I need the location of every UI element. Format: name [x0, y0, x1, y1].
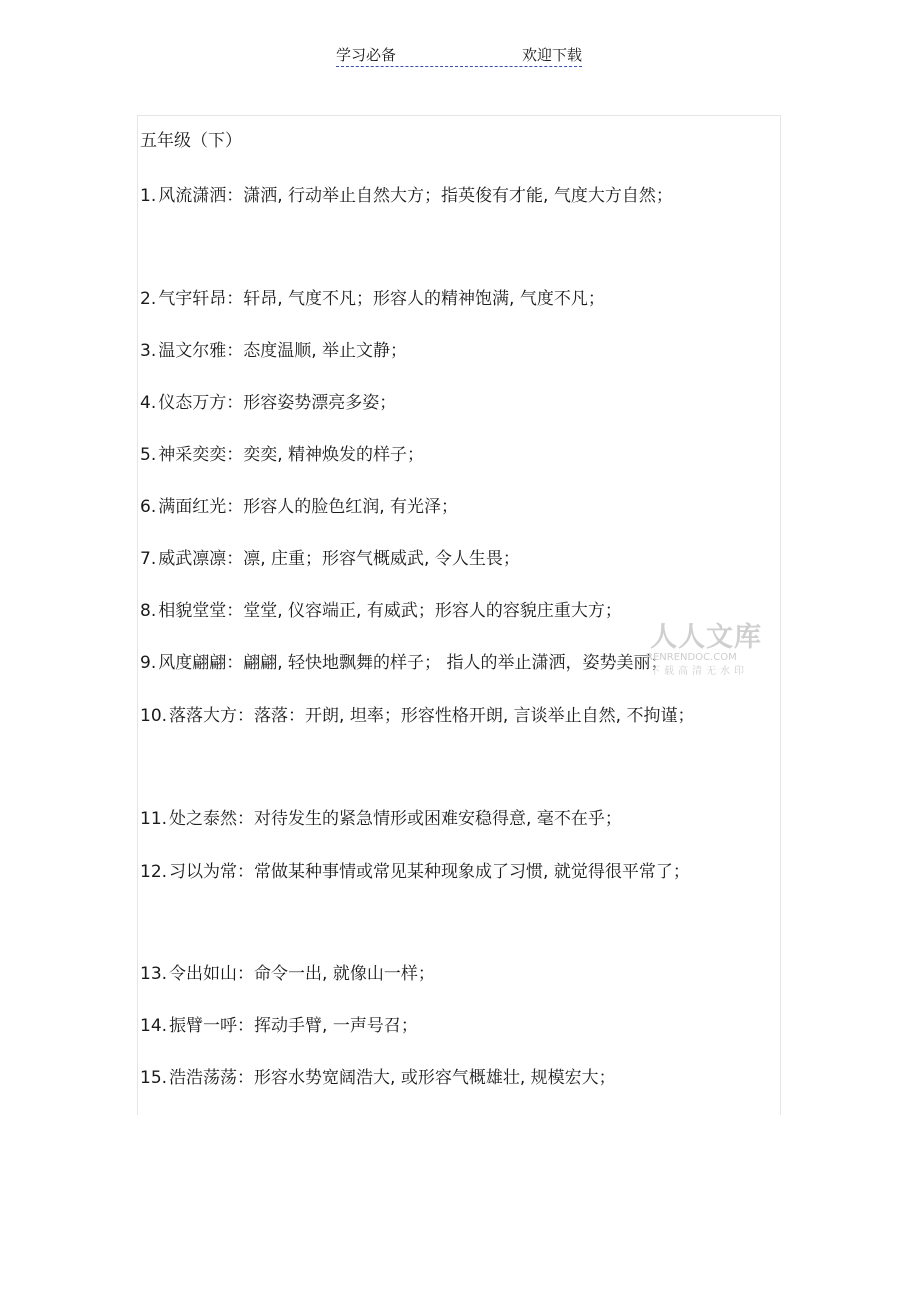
entry-1 — [140, 174, 760, 218]
entry-text: 气宇轩昂：轩昂, 气度不凡；形容人的精神饱满, 气度不凡； — [158, 289, 605, 309]
header-right-text: 欢迎下载 — [521, 46, 582, 64]
entry-text: 浩浩荡荡：形容水势宽阔浩大, 或形容气概雄壮, 规模宏大； — [169, 1068, 616, 1088]
entry-number: 5. — [140, 445, 157, 465]
entry-text: 落落大方：落落：开朗, 坦率；形容性格开朗, 言谈举止自然, 不拘谨； — [169, 706, 695, 726]
entry-text: 令出如山：命令一出, 就像山一样； — [169, 964, 435, 984]
entry-text: 振臂一呼：挥动手臂, 一声号召； — [169, 1016, 418, 1036]
page-header — [336, 44, 582, 67]
entry-text: 风流潇洒：潇洒, 行动举止自然大方；指英俊有才能, 气度大方自然； — [158, 186, 673, 206]
entry-text: 相貌堂堂：堂堂, 仪容端正, 有威武；形容人的容貌庄重大方； — [158, 601, 622, 621]
entry-4 — [140, 381, 760, 425]
entry-14 — [140, 1004, 760, 1048]
entry-number: 10. — [140, 706, 168, 726]
entry-15 — [140, 1056, 760, 1100]
entry-text: 满面红光：形容人的脸色红润, 有光泽； — [158, 497, 459, 517]
entry-number: 3. — [140, 341, 157, 361]
entry-7 — [140, 537, 760, 581]
watermark-subtext: 下载高清无水印 — [650, 666, 748, 677]
entry-number: 15. — [140, 1068, 168, 1088]
entry-text: 神采奕奕：奕奕, 精神焕发的样子； — [158, 445, 425, 465]
entry-number: 6. — [140, 497, 157, 517]
entry-text: 风度翩翩：翩翩, 轻快地飘舞的样子； 指人的举止潇洒，姿势美丽； — [158, 653, 668, 673]
entry-text: 温文尔雅：态度温顺, 举止文静； — [158, 341, 408, 361]
entry-5 — [140, 433, 760, 477]
watermark — [646, 620, 776, 684]
entry-11 — [140, 797, 760, 841]
entry-2 — [140, 277, 760, 321]
entry-text: 处之泰然：对待发生的紧急情形或困难安稳得意, 毫不在乎； — [169, 809, 622, 829]
entry-13 — [140, 952, 760, 996]
entry-text: 威武凛凛：凛, 庄重；形容气概威武, 令人生畏； — [158, 549, 520, 569]
entry-number: 7. — [140, 549, 157, 569]
entry-number: 14. — [140, 1016, 168, 1036]
entry-3 — [140, 329, 760, 373]
watermark-url: RENRENDOC.COM — [646, 652, 737, 663]
entry-number: 8. — [140, 601, 157, 621]
entry-number: 2. — [140, 289, 157, 309]
entry-number: 1. — [140, 186, 157, 206]
entry-12 — [140, 850, 740, 894]
entry-10 — [140, 694, 740, 738]
entry-number: 12. — [140, 862, 168, 882]
entry-text: 仪态万方：形容姿势漂亮多姿； — [158, 393, 397, 413]
document-title: 五年级（下） — [140, 131, 242, 151]
entry-number: 9. — [140, 653, 157, 673]
entry-number: 4. — [140, 393, 157, 413]
entry-number: 11. — [140, 809, 168, 829]
entry-number: 13. — [140, 964, 168, 984]
watermark-main-text: 人人文库 — [650, 622, 762, 653]
entry-text: 习以为常：常做某种事情或常见某种现象成了习惯, 就觉得很平常了； — [169, 862, 690, 882]
header-left-text: 学习必备 — [336, 46, 397, 64]
entry-6 — [140, 485, 760, 529]
